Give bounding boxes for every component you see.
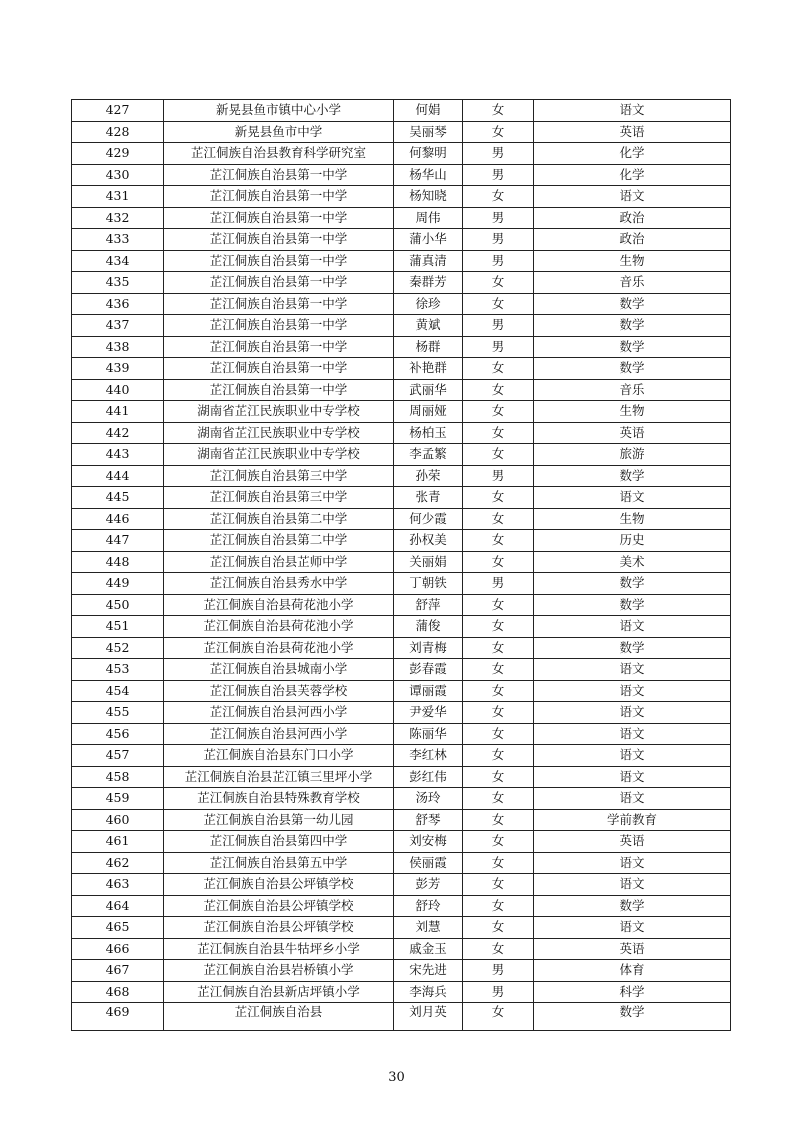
- table-row: [72, 487, 731, 509]
- teacher-name-cell: 何少霞: [394, 508, 463, 530]
- gender-cell: 女: [463, 530, 534, 552]
- table-row: [72, 229, 731, 251]
- gender-cell: 女: [463, 895, 534, 917]
- teacher-name-cell: 补艳群: [394, 358, 463, 380]
- table-row: [72, 917, 731, 939]
- subject-cell: 生物: [534, 508, 731, 530]
- table-row: [72, 938, 731, 960]
- row-number-cell: 460: [72, 809, 164, 831]
- gender-cell: 男: [463, 164, 534, 186]
- teacher-name-cell: 杨柏玉: [394, 422, 463, 444]
- row-number-cell: 447: [72, 530, 164, 552]
- table-row: [72, 358, 731, 380]
- subject-cell: 数学: [534, 895, 731, 917]
- table-row: [72, 788, 731, 810]
- teacher-name-cell: 宋先进: [394, 960, 463, 982]
- gender-cell: 女: [463, 422, 534, 444]
- table-row: [72, 250, 731, 272]
- teacher-name-cell: 谭丽霞: [394, 680, 463, 702]
- school-cell: 芷江侗族自治县第一中学: [164, 186, 394, 208]
- gender-cell: 女: [463, 508, 534, 530]
- school-cell: 芷江侗族自治县教育科学研究室: [164, 143, 394, 165]
- gender-cell: 女: [463, 659, 534, 681]
- teacher-name-cell: 蒲俊: [394, 616, 463, 638]
- gender-cell: 女: [463, 358, 534, 380]
- gender-cell: 女: [463, 616, 534, 638]
- teacher-name-cell: 陈丽华: [394, 723, 463, 745]
- subject-cell: 生物: [534, 401, 731, 423]
- subject-cell: 语文: [534, 723, 731, 745]
- school-cell: 芷江侗族自治县第二中学: [164, 508, 394, 530]
- subject-cell: 英语: [534, 121, 731, 143]
- gender-cell: 女: [463, 938, 534, 960]
- row-number-cell: 430: [72, 164, 164, 186]
- table-row: [72, 766, 731, 788]
- row-number-cell: 457: [72, 745, 164, 767]
- teacher-name-cell: 丁朝铁: [394, 573, 463, 595]
- subject-cell: 语文: [534, 680, 731, 702]
- gender-cell: 男: [463, 250, 534, 272]
- gender-cell: 女: [463, 831, 534, 853]
- gender-cell: 男: [463, 960, 534, 982]
- subject-cell: 英语: [534, 938, 731, 960]
- school-cell: 芷江侗族自治县第一中学: [164, 315, 394, 337]
- row-number-cell: 462: [72, 852, 164, 874]
- school-cell: 芷江侗族自治县第一中学: [164, 379, 394, 401]
- teacher-name-cell: 孙荣: [394, 465, 463, 487]
- table-row: [72, 401, 731, 423]
- table-row: [72, 616, 731, 638]
- page-number: 30: [388, 1070, 405, 1085]
- school-cell: 芷江侗族自治县公坪镇学校: [164, 917, 394, 939]
- teacher-name-cell: 彭芳: [394, 874, 463, 896]
- row-number-cell: 429: [72, 143, 164, 165]
- gender-cell: 女: [463, 1003, 534, 1031]
- school-cell: 芷江侗族自治县城南小学: [164, 659, 394, 681]
- subject-cell: 化学: [534, 164, 731, 186]
- subject-cell: 数学: [534, 465, 731, 487]
- row-number-cell: 453: [72, 659, 164, 681]
- school-cell: 芷江侗族自治县第三中学: [164, 465, 394, 487]
- school-cell: 芷江侗族自治县第二中学: [164, 530, 394, 552]
- subject-cell: 语文: [534, 788, 731, 810]
- table-row: [72, 508, 731, 530]
- subject-cell: 历史: [534, 530, 731, 552]
- subject-cell: 旅游: [534, 444, 731, 466]
- teacher-name-cell: 尹爱华: [394, 702, 463, 724]
- gender-cell: 女: [463, 100, 534, 122]
- school-cell: 湖南省芷江民族职业中专学校: [164, 444, 394, 466]
- school-cell: 芷江侗族自治县第一中学: [164, 207, 394, 229]
- teacher-name-cell: 刘青梅: [394, 637, 463, 659]
- teacher-name-cell: 刘安梅: [394, 831, 463, 853]
- teacher-name-cell: 武丽华: [394, 379, 463, 401]
- subject-cell: 数学: [534, 358, 731, 380]
- row-number-cell: 446: [72, 508, 164, 530]
- gender-cell: 女: [463, 186, 534, 208]
- row-number-cell: 450: [72, 594, 164, 616]
- subject-cell: 音乐: [534, 272, 731, 294]
- subject-cell: 科学: [534, 981, 731, 1003]
- table-row: [72, 272, 731, 294]
- row-number-cell: 467: [72, 960, 164, 982]
- table-row: [72, 186, 731, 208]
- subject-cell: 政治: [534, 207, 731, 229]
- table-row: [72, 207, 731, 229]
- gender-cell: 女: [463, 272, 534, 294]
- gender-cell: 女: [463, 444, 534, 466]
- row-number-cell: 439: [72, 358, 164, 380]
- subject-cell: 数学: [534, 315, 731, 337]
- teacher-name-cell: 吴丽琴: [394, 121, 463, 143]
- subject-cell: 语文: [534, 616, 731, 638]
- gender-cell: 男: [463, 573, 534, 595]
- teacher-name-cell: 蒲小华: [394, 229, 463, 251]
- table-row: [72, 336, 731, 358]
- subject-cell: 数学: [534, 1003, 731, 1031]
- table-row: [72, 422, 731, 444]
- gender-cell: 女: [463, 917, 534, 939]
- teacher-name-cell: 何黎明: [394, 143, 463, 165]
- teacher-name-cell: 杨华山: [394, 164, 463, 186]
- subject-cell: 音乐: [534, 379, 731, 401]
- teacher-name-cell: 刘慧: [394, 917, 463, 939]
- gender-cell: 女: [463, 874, 534, 896]
- table-row: [72, 444, 731, 466]
- table-row: [72, 852, 731, 874]
- teacher-name-cell: 蒲真清: [394, 250, 463, 272]
- subject-cell: 英语: [534, 831, 731, 853]
- subject-cell: 语文: [534, 659, 731, 681]
- row-number-cell: 455: [72, 702, 164, 724]
- school-cell: 芷江侗族自治县新店坪镇小学: [164, 981, 394, 1003]
- row-number-cell: 445: [72, 487, 164, 509]
- school-cell: 芷江侗族自治县第一中学: [164, 164, 394, 186]
- table-row: [72, 594, 731, 616]
- subject-cell: 生物: [534, 250, 731, 272]
- school-cell: 芷江侗族自治县东门口小学: [164, 745, 394, 767]
- table-row: [72, 745, 731, 767]
- gender-cell: 女: [463, 766, 534, 788]
- school-cell: 芷江侗族自治县荷花池小学: [164, 637, 394, 659]
- row-number-cell: 451: [72, 616, 164, 638]
- gender-cell: 女: [463, 487, 534, 509]
- subject-cell: 数学: [534, 594, 731, 616]
- teacher-name-cell: 舒玲: [394, 895, 463, 917]
- teacher-name-cell: 周丽娅: [394, 401, 463, 423]
- row-number-cell: 440: [72, 379, 164, 401]
- school-cell: 芷江侗族自治县第一中学: [164, 336, 394, 358]
- teacher-name-cell: 杨群: [394, 336, 463, 358]
- table-row: [72, 530, 731, 552]
- teacher-name-cell: 李红林: [394, 745, 463, 767]
- teacher-name-cell: 秦群芳: [394, 272, 463, 294]
- school-cell: 新晃县鱼市中学: [164, 121, 394, 143]
- school-cell: 芷江侗族自治县公坪镇学校: [164, 895, 394, 917]
- school-cell: 芷江侗族自治县第一中学: [164, 250, 394, 272]
- table-row: [72, 100, 731, 122]
- teacher-name-cell: 舒萍: [394, 594, 463, 616]
- teacher-name-cell: 舒琴: [394, 809, 463, 831]
- subject-cell: 数学: [534, 573, 731, 595]
- teacher-name-cell: 戚金玉: [394, 938, 463, 960]
- table-row: [72, 465, 731, 487]
- row-number-cell: 464: [72, 895, 164, 917]
- roster-table: [71, 99, 731, 1031]
- subject-cell: 英语: [534, 422, 731, 444]
- subject-cell: 政治: [534, 229, 731, 251]
- teacher-name-cell: 彭春霞: [394, 659, 463, 681]
- table-row: [72, 315, 731, 337]
- row-number-cell: 469: [72, 1003, 164, 1031]
- teacher-name-cell: 李孟繁: [394, 444, 463, 466]
- teacher-name-cell: 何娟: [394, 100, 463, 122]
- school-cell: 芷江侗族自治县河西小学: [164, 723, 394, 745]
- subject-cell: 语文: [534, 745, 731, 767]
- gender-cell: 女: [463, 379, 534, 401]
- subject-cell: 语文: [534, 100, 731, 122]
- table-row: [72, 143, 731, 165]
- school-cell: 芷江侗族自治县芙蓉学校: [164, 680, 394, 702]
- row-number-cell: 438: [72, 336, 164, 358]
- row-number-cell: 449: [72, 573, 164, 595]
- table-row: [72, 164, 731, 186]
- school-cell: 芷江侗族自治县公坪镇学校: [164, 874, 394, 896]
- table-row: [72, 573, 731, 595]
- subject-cell: 体育: [534, 960, 731, 982]
- school-cell: 芷江侗族自治县岩桥镇小学: [164, 960, 394, 982]
- school-cell: 芷江侗族自治县秀水中学: [164, 573, 394, 595]
- row-number-cell: 443: [72, 444, 164, 466]
- table-row: [72, 1003, 731, 1031]
- subject-cell: 语文: [534, 874, 731, 896]
- teacher-name-cell: 汤玲: [394, 788, 463, 810]
- gender-cell: 女: [463, 809, 534, 831]
- table-row: [72, 379, 731, 401]
- teacher-name-cell: 张青: [394, 487, 463, 509]
- teacher-name-cell: 周伟: [394, 207, 463, 229]
- subject-cell: 语文: [534, 487, 731, 509]
- table-row: [72, 874, 731, 896]
- row-number-cell: 442: [72, 422, 164, 444]
- row-number-cell: 466: [72, 938, 164, 960]
- table-row: [72, 960, 731, 982]
- school-cell: 芷江侗族自治县荷花池小学: [164, 616, 394, 638]
- subject-cell: 语文: [534, 702, 731, 724]
- school-cell: 芷江侗族自治县第四中学: [164, 831, 394, 853]
- gender-cell: 男: [463, 229, 534, 251]
- subject-cell: 语文: [534, 917, 731, 939]
- subject-cell: 数学: [534, 293, 731, 315]
- subject-cell: 数学: [534, 336, 731, 358]
- subject-cell: 语文: [534, 186, 731, 208]
- school-cell: 芷江侗族自治县芷江镇三里坪小学: [164, 766, 394, 788]
- gender-cell: 女: [463, 594, 534, 616]
- subject-cell: 数学: [534, 637, 731, 659]
- gender-cell: 女: [463, 745, 534, 767]
- row-number-cell: 458: [72, 766, 164, 788]
- table-row: [72, 981, 731, 1003]
- gender-cell: 女: [463, 637, 534, 659]
- row-number-cell: 459: [72, 788, 164, 810]
- school-cell: 芷江侗族自治县第一中学: [164, 272, 394, 294]
- teacher-name-cell: 李海兵: [394, 981, 463, 1003]
- gender-cell: 女: [463, 680, 534, 702]
- row-number-cell: 431: [72, 186, 164, 208]
- row-number-cell: 436: [72, 293, 164, 315]
- school-cell: 芷江侗族自治县: [164, 1003, 394, 1031]
- table-row: [72, 121, 731, 143]
- subject-cell: 语文: [534, 766, 731, 788]
- gender-cell: 女: [463, 788, 534, 810]
- row-number-cell: 435: [72, 272, 164, 294]
- table-row: [72, 680, 731, 702]
- teacher-name-cell: 彭红伟: [394, 766, 463, 788]
- subject-cell: 美术: [534, 551, 731, 573]
- row-number-cell: 441: [72, 401, 164, 423]
- school-cell: 新晃县鱼市镇中心小学: [164, 100, 394, 122]
- gender-cell: 男: [463, 981, 534, 1003]
- table-row: [72, 702, 731, 724]
- gender-cell: 女: [463, 723, 534, 745]
- row-number-cell: 468: [72, 981, 164, 1003]
- row-number-cell: 444: [72, 465, 164, 487]
- teacher-name-cell: 杨知晓: [394, 186, 463, 208]
- gender-cell: 女: [463, 702, 534, 724]
- row-number-cell: 452: [72, 637, 164, 659]
- school-cell: 芷江侗族自治县第一中学: [164, 358, 394, 380]
- school-cell: 湖南省芷江民族职业中专学校: [164, 422, 394, 444]
- row-number-cell: 432: [72, 207, 164, 229]
- gender-cell: 男: [463, 465, 534, 487]
- school-cell: 湖南省芷江民族职业中专学校: [164, 401, 394, 423]
- table-row: [72, 831, 731, 853]
- gender-cell: 男: [463, 143, 534, 165]
- gender-cell: 女: [463, 852, 534, 874]
- table-row: [72, 551, 731, 573]
- school-cell: 芷江侗族自治县牛牯坪乡小学: [164, 938, 394, 960]
- table-row: [72, 659, 731, 681]
- row-number-cell: 448: [72, 551, 164, 573]
- row-number-cell: 465: [72, 917, 164, 939]
- row-number-cell: 433: [72, 229, 164, 251]
- table-row: [72, 293, 731, 315]
- table-row: [72, 895, 731, 917]
- subject-cell: 学前教育: [534, 809, 731, 831]
- teacher-name-cell: 关丽娟: [394, 551, 463, 573]
- school-cell: 芷江侗族自治县第一幼儿园: [164, 809, 394, 831]
- row-number-cell: 437: [72, 315, 164, 337]
- row-number-cell: 428: [72, 121, 164, 143]
- row-number-cell: 456: [72, 723, 164, 745]
- school-cell: 芷江侗族自治县荷花池小学: [164, 594, 394, 616]
- teacher-name-cell: 孙权美: [394, 530, 463, 552]
- school-cell: 芷江侗族自治县第一中学: [164, 293, 394, 315]
- row-number-cell: 427: [72, 100, 164, 122]
- school-cell: 芷江侗族自治县河西小学: [164, 702, 394, 724]
- teacher-name-cell: 黄斌: [394, 315, 463, 337]
- row-number-cell: 434: [72, 250, 164, 272]
- roster-table-body: [72, 100, 731, 1031]
- gender-cell: 女: [463, 121, 534, 143]
- table-row: [72, 637, 731, 659]
- teacher-name-cell: 刘月英: [394, 1003, 463, 1031]
- row-number-cell: 463: [72, 874, 164, 896]
- table-row: [72, 723, 731, 745]
- subject-cell: 化学: [534, 143, 731, 165]
- table-row: [72, 809, 731, 831]
- gender-cell: 女: [463, 293, 534, 315]
- subject-cell: 语文: [534, 852, 731, 874]
- school-cell: 芷江侗族自治县第一中学: [164, 229, 394, 251]
- gender-cell: 女: [463, 401, 534, 423]
- teacher-name-cell: 徐珍: [394, 293, 463, 315]
- gender-cell: 女: [463, 551, 534, 573]
- row-number-cell: 461: [72, 831, 164, 853]
- school-cell: 芷江侗族自治县第五中学: [164, 852, 394, 874]
- gender-cell: 男: [463, 315, 534, 337]
- school-cell: 芷江侗族自治县芷师中学: [164, 551, 394, 573]
- row-number-cell: 454: [72, 680, 164, 702]
- gender-cell: 男: [463, 207, 534, 229]
- teacher-name-cell: 侯丽霞: [394, 852, 463, 874]
- school-cell: 芷江侗族自治县第三中学: [164, 487, 394, 509]
- school-cell: 芷江侗族自治县特殊教育学校: [164, 788, 394, 810]
- gender-cell: 男: [463, 336, 534, 358]
